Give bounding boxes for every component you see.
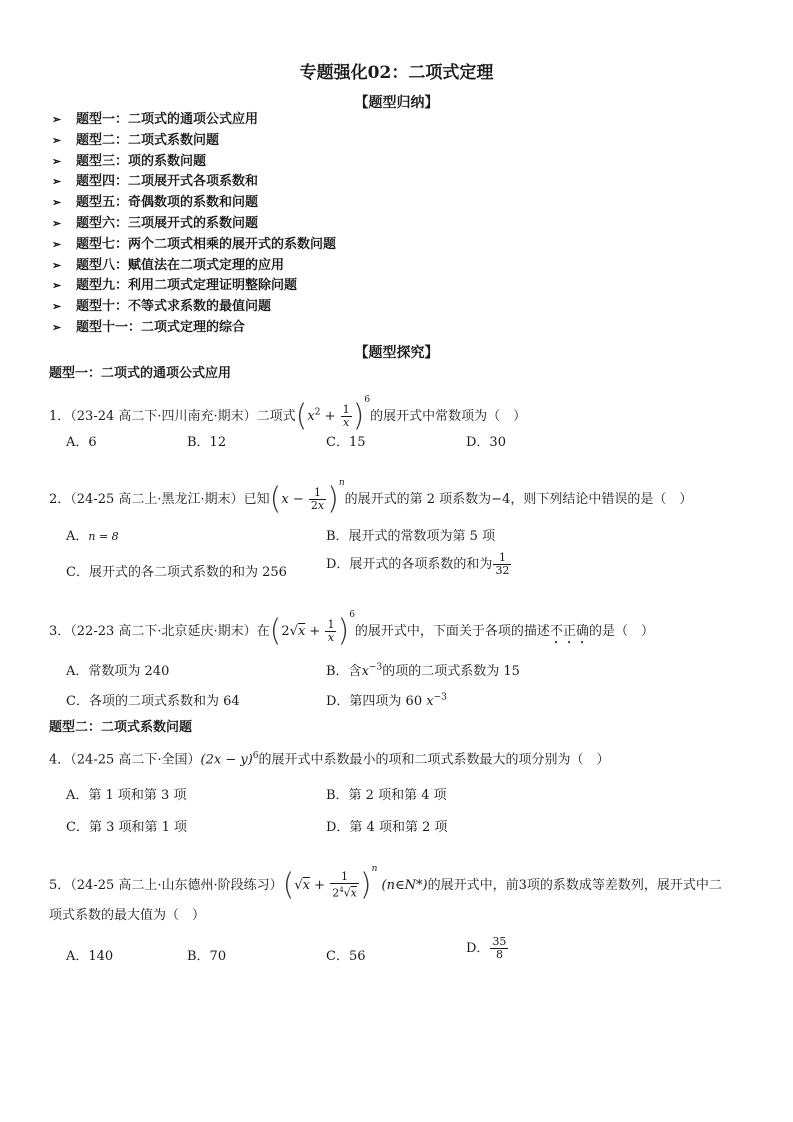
section-explore-heading: 【题型探究】: [354, 345, 439, 361]
question-1: 1．（23-24 高二下·四川南充·期末）二项式($x^2$ + $\frac{1}{x}$ )$^6$的展开式中常数项为（ ）: [49, 395, 527, 434]
q5-option-c[interactable]: C．56: [326, 949, 366, 964]
q1-option-b[interactable]: B．12: [187, 435, 227, 450]
type-summary-label: 题型三：项的系数问题: [76, 153, 207, 169]
type-summary-label: 题型十：不等式求系数的最值问题: [76, 299, 272, 315]
type-summary-item: [52, 215, 258, 233]
question-5: 5．（24-25 高二上·山东德州·阶段练习）(√x + $\frac{1}{2^4√x}$ )$^n$ (n∈N*)的展开式中，前3项的系数成等差数列，展开式中二: [49, 864, 722, 903]
type-summary-label: 题型四：二项展开式各项系数和: [76, 174, 259, 190]
q2-option-c[interactable]: C．展开式的各二项式系数的和为 256: [66, 565, 287, 580]
arrow-bullet-icon: ➢: [52, 133, 62, 147]
arrow-bullet-icon: ➢: [52, 321, 62, 334]
q4-option-d[interactable]: D．第 4 项和第 2 项: [326, 820, 448, 835]
formula: ($x^2$ + $\frac{1}{x}$ )$^6$: [295, 395, 371, 434]
arrow-bullet-icon: ➢: [52, 113, 62, 126]
question-4: 4．（24-25 高二下·全国）$(2x - y)^6$的展开式中系数最小的项和二项式系数最大的项分别为（ ）: [49, 751, 610, 768]
q3-option-a[interactable]: A．常数项为 240: [66, 664, 170, 679]
type-summary-label: 题型八：赋值法在二项式定理的应用: [76, 257, 285, 273]
type-summary-item: [52, 257, 284, 275]
type-summary-item: [52, 132, 219, 150]
type-summary-item: [52, 194, 258, 212]
q5-option-b[interactable]: B．70: [187, 949, 227, 964]
q3-option-c[interactable]: C．各项的二项式系数和为 64: [66, 694, 240, 709]
q1-option-a[interactable]: A．6: [66, 435, 97, 450]
q3-option-b[interactable]: B．含$x^{-3}$的项的二项式系数为 15: [326, 662, 520, 679]
type-summary-label: 题型十一：二项式定理的综合: [76, 320, 246, 335]
type-summary-item: [52, 111, 258, 129]
q1-option-d[interactable]: D．30: [466, 435, 506, 450]
type-heading-2: 题型二：二项式系数问题: [49, 720, 193, 735]
question-source: （23-24 高二下·四川南充·期末）: [70, 409, 257, 424]
page-title: 专题强化02：二项式定理: [299, 63, 494, 83]
arrow-bullet-icon: ➢: [52, 217, 62, 230]
q4-option-c[interactable]: C．第 3 项和第 1 项: [66, 820, 188, 835]
type-summary-item: [52, 236, 336, 254]
arrow-bullet-icon: ➢: [52, 154, 62, 168]
formula: (x − $\frac{1}{2x}$ )$^n$: [269, 478, 345, 517]
q4-option-b[interactable]: B．第 2 项和第 4 项: [326, 788, 447, 803]
type-summary-label: 题型九：利用二项式定理证明整除问题: [76, 278, 298, 294]
type-summary-label: 题型五：奇偶数项的系数和问题: [76, 195, 259, 211]
formula: (2x − y): [200, 752, 253, 768]
type-summary-item: [52, 277, 297, 295]
arrow-bullet-icon: ➢: [52, 258, 62, 272]
formula: (2√x + $\frac{1}{x}$ )$^6$: [269, 610, 355, 649]
question-2: 2．（24-25 高二上·黑龙江·期末）已知(x − $\frac{1}{2x}$ )$^n$的展开式的第 2 项系数为−4，则下列结论中错误的是（ ）: [49, 478, 693, 517]
question-5-line2: 项式系数的最大值为（ ）: [49, 908, 206, 923]
type-summary-label: 题型二：二项式系数问题: [76, 132, 220, 148]
q3-option-d[interactable]: D．第四项为 60 $x^{-3}$: [326, 692, 447, 709]
type-summary-item: [52, 153, 206, 171]
arrow-bullet-icon: ➢: [52, 196, 62, 210]
formula: (√x + $\frac{1}{2^4√x}$ )$^n$: [282, 864, 378, 903]
type-summary-label: 题型七：两个二项式相乘的展开式的系数问题: [76, 236, 337, 252]
q2-option-d[interactable]: D．展开式的各项系数的和为 $\frac{1}{32}$: [326, 551, 510, 577]
section-summary-heading: 【题型归纳】: [354, 95, 439, 111]
q1-option-c[interactable]: C．15: [326, 435, 366, 450]
type-heading-1: 题型一：二项式的通项公式应用: [49, 366, 232, 381]
type-summary-label: 题型六：三项展开式的系数问题: [76, 216, 259, 231]
arrow-bullet-icon: ➢: [52, 237, 62, 251]
q4-option-a[interactable]: A．第 1 项和第 3 项: [66, 788, 187, 803]
q2-option-b[interactable]: B．展开式的常数项为第 5 项: [326, 529, 496, 544]
type-summary-label: 题型一：二项式的通项公式应用: [76, 112, 259, 127]
arrow-bullet-icon: ➢: [52, 175, 62, 189]
type-summary-item: [52, 319, 245, 337]
type-summary-item: [52, 298, 271, 316]
arrow-bullet-icon: ➢: [52, 300, 62, 314]
type-summary-item: [52, 173, 258, 191]
q2-option-a[interactable]: A．n = 8: [66, 529, 119, 544]
question-number: 1．: [49, 409, 71, 424]
arrow-bullet-icon: ➢: [52, 279, 62, 293]
q5-option-d[interactable]: D． $\frac{35}{8}$: [466, 935, 507, 961]
q5-option-a[interactable]: A．140: [66, 949, 114, 964]
question-3: 3．（22-23 高二下·北京延庆·期末）在(2√x + $\frac{1}{x}$ )$^6$的展开式中，下面关于各项的描述不正确的是（ ）: [49, 610, 654, 649]
